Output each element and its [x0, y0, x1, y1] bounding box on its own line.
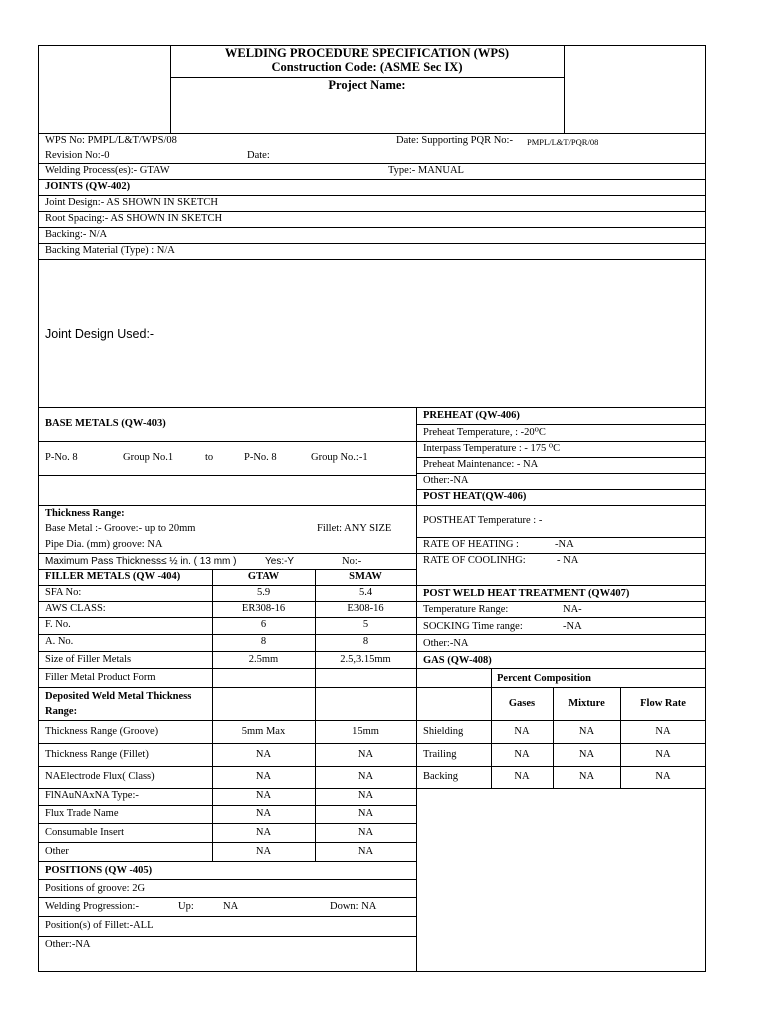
divider	[416, 634, 706, 635]
gas-row-value: NA	[578, 726, 595, 737]
deposit-row-label: Consumable Insert	[45, 827, 125, 838]
divider	[416, 651, 706, 652]
rate-of-cooling-value: - NA	[557, 555, 579, 566]
gas-heading: GAS (QW-408)	[423, 655, 492, 666]
deposit-row-smaw-value: NA	[357, 749, 374, 760]
divider	[416, 743, 706, 744]
divider	[38, 441, 416, 442]
filler-row-smaw-value: 5.4	[358, 587, 373, 598]
thickness-range-heading: Thickness Range:	[45, 508, 125, 519]
divider	[38, 936, 416, 937]
postheat-temperature: POSTHEAT Temperature : -	[423, 515, 543, 526]
filler-row-label: AWS CLASS:	[45, 603, 106, 614]
divider	[38, 259, 706, 260]
pwht-other: Other:-NA	[423, 638, 469, 649]
welding-progression: Welding Progression:-	[45, 901, 139, 912]
deposit-row-gtaw-value: 5mm Max	[241, 726, 286, 737]
gas-col-flow-rate: Flow Rate	[640, 698, 686, 709]
socking-time-value: -NA	[563, 621, 582, 632]
gas-col-mixture: Mixture	[568, 698, 605, 709]
form-title: WELDING PROCEDURE SPECIFICATION (WPS)	[224, 46, 510, 60]
divider	[416, 720, 706, 721]
deposit-row-gtaw-value: NA	[255, 808, 272, 819]
deposit-row-label: Flux Trade Name	[45, 808, 119, 819]
divider	[416, 505, 706, 506]
filler-row-gtaw-value: 8	[260, 636, 267, 647]
divider	[38, 766, 416, 767]
filler-row-label: Size of Filler Metals	[45, 654, 132, 665]
rate-of-heating: RATE OF HEATING :	[423, 539, 519, 550]
pqr-label: Date: Supporting PQR No:-	[396, 135, 513, 146]
divider	[38, 687, 416, 688]
divider	[38, 505, 416, 506]
gas-row-value: NA	[514, 771, 530, 782]
filler-row-smaw-value: 8	[362, 636, 369, 647]
divider	[38, 879, 416, 880]
divider	[38, 897, 416, 898]
filler-row-label: SFA No:	[45, 587, 82, 598]
date-label: Date:	[247, 150, 270, 161]
preheat-heading: PREHEAT (QW-406)	[423, 410, 520, 421]
divider	[564, 45, 565, 133]
gas-col-gases: Gases	[508, 698, 536, 709]
base-metal-groove: Base Metal :- Groove:- up to 20mm	[45, 523, 196, 534]
preheat-maintenance: Preheat Maintenance: - NA	[423, 459, 539, 470]
divider	[416, 407, 417, 972]
deposit-row-gtaw-value: NA	[255, 749, 272, 760]
filler-row-smaw-value: 2.5,3.15mm	[340, 654, 391, 665]
filler-row-gtaw-value: 5.9	[256, 587, 271, 598]
divider	[416, 601, 706, 602]
gas-row-value: NA	[655, 726, 671, 737]
deposit-row-smaw-value: 15mm	[352, 726, 379, 737]
socking-time-range: SOCKING Time range:	[423, 621, 523, 632]
filler-row-label: F. No.	[45, 619, 71, 630]
divider	[38, 407, 706, 408]
filler-row-smaw-value: 5	[362, 619, 369, 630]
deposit-row-smaw-value: NA	[357, 808, 374, 819]
positions-of-groove: Positions of groove: 2G	[45, 883, 146, 894]
max-pass-thickness: Maximum Pass Thickness≤ ½ in. ( 13 mm )	[45, 556, 237, 567]
divider	[38, 823, 416, 824]
positions-other: Other:-NA	[45, 939, 91, 950]
project-name-label: Project Name:	[328, 78, 406, 92]
deposit-row-gtaw-value: NA	[255, 790, 272, 801]
gas-row-value: NA	[578, 771, 595, 782]
root-spacing: Root Spacing:- AS SHOWN IN SKETCH	[45, 213, 223, 224]
welding-type: Type:- MANUAL	[388, 165, 464, 176]
deposit-row-label: Thickness Range (Fillet)	[45, 749, 149, 760]
divider	[416, 617, 706, 618]
deposit-row-smaw-value: NA	[357, 771, 374, 782]
backing-material: Backing Material (Type) : N/A	[45, 245, 175, 256]
percent-composition: Percent Composition	[497, 673, 592, 684]
deposit-row-smaw-value: NA	[357, 846, 374, 857]
divider	[416, 585, 706, 586]
deposited-weld-heading: Deposited Weld Metal Thickness Range:	[45, 691, 192, 717]
gas-row-value: NA	[655, 749, 671, 760]
gtaw-column-header: GTAW	[247, 571, 280, 582]
divider	[416, 424, 706, 425]
positions-heading: POSITIONS (QW -405)	[45, 865, 153, 876]
max-pass-yes: Yes:-Y	[265, 556, 295, 567]
divider	[416, 687, 706, 688]
filler-row-gtaw-value: ER308-16	[241, 603, 286, 614]
filler-row-label: Filler Metal Product Form	[45, 672, 156, 683]
construction-code: Construction Code: (ASME Sec IX)	[271, 60, 463, 74]
pipe-diameter: Pipe Dia. (mm) groove: NA	[45, 539, 163, 550]
filler-row-gtaw-value: 6	[260, 619, 267, 630]
postheat-heading: POST HEAT(QW-406)	[423, 491, 527, 502]
divider	[38, 743, 416, 744]
divider	[416, 788, 706, 789]
divider	[38, 475, 416, 476]
deposit-row-label: Other	[45, 846, 69, 857]
deposit-row-smaw-value: NA	[357, 790, 374, 801]
deposit-row-smaw-value: NA	[357, 827, 374, 838]
gas-row-value: NA	[578, 749, 595, 760]
divider	[38, 720, 416, 721]
pwht-heading: POST WELD HEAT TREATMENT (QW407)	[423, 588, 630, 599]
gas-row-value: NA	[514, 749, 530, 760]
gas-row-value: NA	[655, 771, 671, 782]
joint-design-used: Joint Design Used:-	[45, 327, 155, 341]
gas-row-value: NA	[514, 726, 530, 737]
divider	[38, 553, 416, 554]
divider	[38, 916, 416, 917]
gas-row-label: Trailing	[423, 749, 457, 760]
joint-design: Joint Design:- AS SHOWN IN SKETCH	[45, 197, 218, 208]
filler-row-gtaw-value: 2.5mm	[248, 654, 279, 665]
joints-heading: JOINTS (QW-402)	[45, 181, 131, 192]
filler-row-label: A. No.	[45, 636, 74, 647]
deposit-row-gtaw-value: NA	[255, 827, 272, 838]
preheat-temperature: Preheat Temperature, : -20⁰C	[423, 427, 546, 438]
divider	[38, 668, 416, 669]
progression-up-value: NA	[223, 901, 239, 912]
to-label: to	[205, 452, 214, 463]
group-number-2: Group No.:-1	[311, 452, 368, 463]
divider	[38, 179, 706, 180]
backing: Backing:- N/A	[45, 229, 108, 240]
divider	[416, 766, 706, 767]
divider	[38, 805, 416, 806]
smaw-column-header: SMAW	[349, 571, 382, 582]
divider	[38, 227, 706, 228]
gas-row-label: Shielding	[423, 726, 464, 737]
progression-up-label: Up:	[178, 901, 194, 912]
filler-row-smaw-value: E308-16	[347, 603, 384, 614]
filler-metals-heading: FILLER METALS (QW -404)	[45, 571, 181, 582]
max-pass-no: No:-	[342, 556, 362, 567]
welding-process: Welding Process(es):- GTAW	[45, 165, 170, 176]
p-number-2: P-No. 8	[244, 452, 277, 463]
group-number-1: Group No.1	[123, 452, 174, 463]
pqr-number: PMPL/L&T/PQR/08	[527, 137, 599, 147]
positions-of-fillet: Position(s) of Fillet:-ALL	[45, 920, 154, 931]
deposit-row-label: FlNAuNAxNA Type:-	[45, 790, 139, 801]
pwht-temperature-range: Temperature Range:	[423, 604, 509, 615]
rate-of-heating-value: -NA	[555, 539, 574, 550]
gas-row-label: Backing	[423, 771, 458, 782]
divider	[38, 651, 416, 652]
fillet-size: Fillet: ANY SIZE	[317, 523, 392, 534]
wps-number: WPS No: PMPL/L&T/WPS/08	[45, 135, 177, 146]
progression-down: Down: NA	[330, 901, 377, 912]
rate-of-cooling: RATE OF COOLINHG:	[423, 555, 526, 566]
deposit-row-gtaw-value: NA	[255, 846, 272, 857]
divider	[38, 861, 416, 862]
divider	[416, 668, 706, 669]
deposit-row-gtaw-value: NA	[255, 771, 272, 782]
interpass-temperature: Interpass Temperature : - 175 ⁰C	[423, 443, 561, 454]
p-number-1: P-No. 8	[45, 452, 78, 463]
pwht-temperature-value: NA-	[563, 604, 582, 615]
base-metals-heading: BASE METALS (QW-403)	[45, 418, 166, 429]
revision-number: Revision No:-0	[45, 150, 110, 161]
deposit-row-label: Thickness Range (Groove)	[45, 726, 159, 737]
preheat-other: Other:-NA	[423, 475, 469, 486]
deposit-row-label: NAElectrode Flux( Class)	[45, 771, 155, 782]
divider	[38, 842, 416, 843]
